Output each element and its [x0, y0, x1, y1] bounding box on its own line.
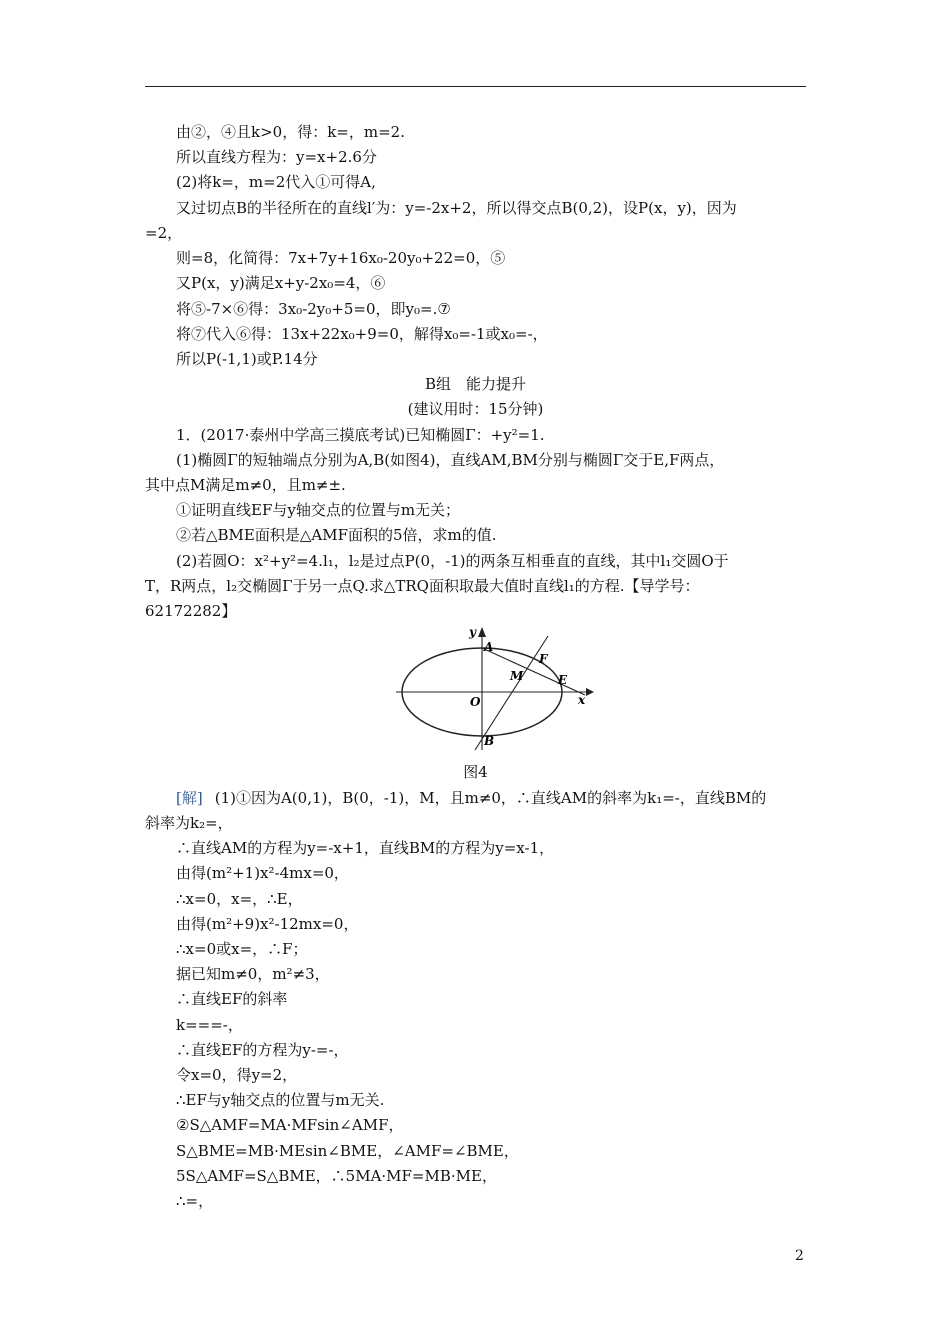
label-B: B	[484, 734, 495, 748]
label-E: E	[558, 673, 568, 687]
label-O: O	[470, 695, 481, 709]
section-title: B组 能力提升	[424, 375, 527, 393]
text-line: 所以P(-1,1)或P.14分	[176, 350, 318, 368]
solution-tag: [解]	[176, 789, 203, 807]
solution-line: ∴EF与y轴交点的位置与m无关.	[176, 1091, 385, 1109]
solution-line: 5S△AMF=S△BME，∴5MA·MF=MB·ME，	[176, 1167, 497, 1185]
y-axis-arrow	[478, 627, 486, 637]
text-line: (2)将k=，m=2代入①可得A,	[176, 173, 376, 191]
problem-line: 62172282】	[145, 602, 237, 620]
solution-line: 由得(m²+9)x²-12mx=0，	[176, 915, 359, 933]
problem-line: ②若△BME面积是△AMF面积的5倍，求m的值.	[176, 526, 497, 544]
solution-line: 据已知m≠0，m²≠3，	[176, 965, 330, 983]
solution-line: ∴x=0或x=，∴F；	[176, 940, 308, 958]
solution-text: (1)①因为A(0,1)，B(0，-1)，M，且m≠0，∴直线AM的斜率为k₁=-，直线BM的	[214, 789, 767, 807]
solution-line: ②S△AMF=MA·MFsin∠AMF，	[176, 1116, 404, 1134]
solution-line: 由得(m²+1)x²-4mx=0，	[176, 864, 349, 882]
ellipse-figure	[390, 618, 600, 753]
label-M: M	[510, 669, 524, 683]
text-line: 又过切点B的半径所在的直线l′为：y=-2x+2，所以得交点B(0,2)，设P(x，y)，因为	[176, 199, 737, 217]
text-line: 由②，④且k>0，得：k=，m=2.	[176, 123, 405, 141]
solution-line: ∴直线AM的方程为y=-x+1，直线BM的方程为y=x-1，	[176, 839, 555, 857]
figure-caption: 图4	[463, 763, 488, 781]
text-line: 将⑤-7×⑥得：3x₀-2y₀+5=0，即y₀=.⑦	[176, 300, 451, 318]
text-line: 又P(x，y)满足x+y-2x₀=4，⑥	[176, 274, 386, 292]
label-y: y	[469, 625, 476, 639]
text-line: 将⑦代入⑥得：13x+22x₀+9=0，解得x₀=-1或x₀=-，	[176, 325, 548, 343]
problem-line: T，R两点，l₂交椭圆Γ于另一点Q.求△TRQ面积取最大值时直线l₁的方程.【导学号：	[145, 577, 700, 595]
problem-line: ①证明直线EF与y轴交点的位置与m无关；	[176, 501, 461, 519]
x-axis-arrow	[586, 688, 594, 696]
solution-first-line	[176, 788, 766, 808]
solution-line: ∴=，	[176, 1192, 214, 1210]
solution-line: ∴直线EF的斜率	[176, 990, 288, 1008]
solution-line: 斜率为k₂=，	[145, 814, 233, 832]
solution-line: 令x=0，得y=2，	[176, 1066, 298, 1084]
solution-line: k===-，	[176, 1016, 243, 1034]
text-line: 所以直线方程为：y=x+2.6分	[176, 148, 377, 166]
label-F: F	[539, 652, 548, 666]
problem-line: (1)椭圆Γ的短轴端点分别为A,B(如图4)，直线AM,BM分别与椭圆Γ交于E,F两点，	[176, 451, 725, 469]
problem-line: 1．(2017·泰州中学高三摸底考试)已知椭圆Γ：+y²=1.	[176, 426, 545, 444]
page-number: 2	[795, 1248, 804, 1264]
label-x: x	[578, 693, 586, 707]
solution-line: ∴直线EF的方程为y-=-，	[176, 1041, 349, 1059]
label-A: A	[484, 640, 494, 654]
problem-line: (2)若圆O：x²+y²=4.l₁，l₂是过点P(0，-1)的两条互相垂直的直线，其中l₁交圆O于	[176, 552, 729, 570]
section-subtitle: (建议用时：15分钟)	[407, 400, 544, 418]
problem-line: 其中点M满足m≠0，且m≠±.	[145, 476, 346, 494]
line-AM	[482, 648, 585, 695]
text-line: =2，	[145, 224, 183, 242]
solution-line: S△BME=MB·MEsin∠BME，∠AMF=∠BME，	[176, 1142, 519, 1160]
text-line: 则=8，化简得：7x+7y+16x₀-20y₀+22=0，⑤	[176, 249, 506, 267]
header-rule	[145, 86, 806, 87]
solution-line: ∴x=0，x=，∴E，	[176, 890, 303, 908]
